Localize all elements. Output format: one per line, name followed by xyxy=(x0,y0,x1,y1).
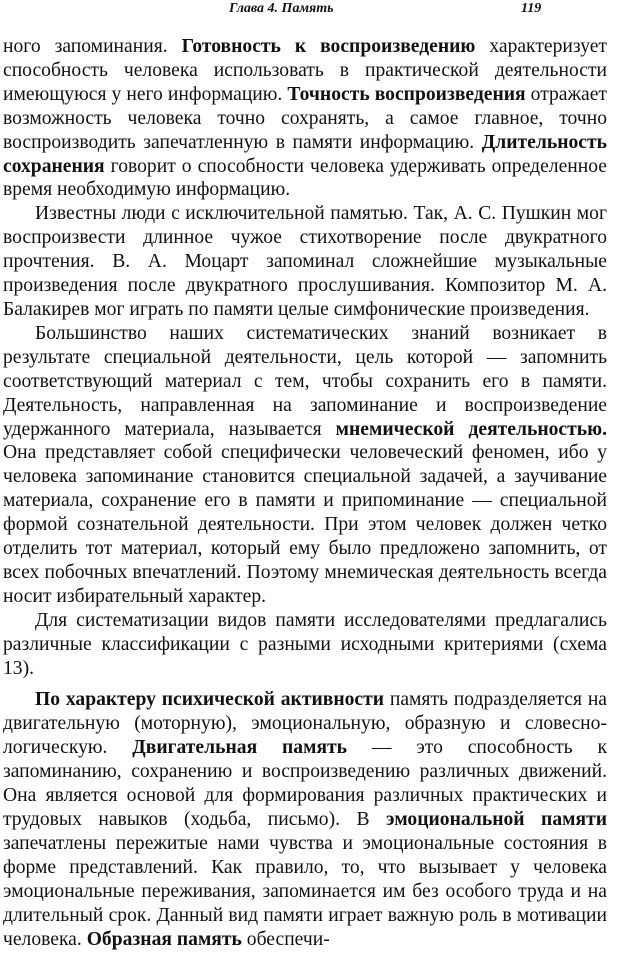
running-header xyxy=(0,0,620,26)
paragraph xyxy=(3,688,607,951)
text-run: ного запоминания. xyxy=(3,36,182,57)
paragraph xyxy=(3,202,607,322)
text-run: Большинство наших систематических знаний возникает в результате специальной деятельности, цель которой — запомнить соответствующий материал с тем, чтобы сохранить его в памяти. Деятельность, направленная на запоминание и воспроизведение удержанного материала, называется xyxy=(3,322,607,440)
bold-term: мнемической деятельностью. xyxy=(335,418,607,440)
bold-term: Двигательная память xyxy=(132,737,348,759)
paragraph xyxy=(3,322,607,609)
text-run: характеризует способность человека использовать в практической деятельности имеющуюся у него информацию. xyxy=(3,36,607,105)
paragraph xyxy=(3,609,607,681)
bold-term: По характеру психической активности xyxy=(35,689,385,711)
text-run: обеспечи- xyxy=(241,928,330,950)
text-run: память подразделяется на двигательную (моторную), эмоциональную, образную и словесно-логическую. xyxy=(3,689,608,759)
text-run: Известны люди с исключительной памятью. Так, А. С. Пушкин мог воспроизвести длинное чужое стихотворение после двукратного прочтения. В. А. Моцарт запоминал сложнейшие музыкальные произведения после двукратного прослушивания. Композитор М. А. Балакирев мог играть по памяти целые симфонические произведения. xyxy=(3,203,607,320)
bold-term: Длительность сохранения xyxy=(3,131,607,177)
text-run: Она представляет собой специфически человеческий феномен, ибо у человека запоминание становится специальной задачей, а заучивание материала, сохранение его в памяти и припоминание — специальной формой сознательной деятельности. При этом человек должен четко отделить тот материал, который ему было предложено запомнить, от всех побочных впечатлений. Поэтому мнемическая деятельность всегда носит избирательный характер. xyxy=(3,442,607,607)
text-run: отражает возможность человека точно сохранять, а самое главное, точно воспроизводить запечатленную в памяти информацию. xyxy=(3,83,607,153)
chapter-title: Глава 4. Память xyxy=(229,1,334,16)
bold-term: Образная память xyxy=(86,928,242,950)
text-run: — это способность к запоминанию, сохранению и воспроизведению различных движений. Она является основой для формирования различных практических и трудовых навыков (ходьба, письмо). В xyxy=(3,737,607,830)
text-run: говорит о способности человека удерживать определенное время необходимую информацию. xyxy=(3,155,607,201)
paragraph xyxy=(3,35,607,202)
bold-term: эмоциональной памяти xyxy=(386,809,608,830)
bold-term: Точность воспроизведения xyxy=(287,83,526,105)
text-run: запечатлены пережитые нами чувства и эмоциональные состояния в форме представлений. Как правило, то, что вызывает у человека эмоциональные переживания, запоминается им без особого труда и на длительный срок. Данный вид памяти играет важную роль в мотивации человека. xyxy=(3,832,607,950)
page-number: 119 xyxy=(521,1,542,16)
text-run: Для систематизации видов памяти исследователями предлагались различные классификации с разными исходными критериями (схема 13). xyxy=(3,609,607,679)
bold-term: Готовность к воспроизведению xyxy=(181,36,476,57)
body-text xyxy=(3,35,607,951)
